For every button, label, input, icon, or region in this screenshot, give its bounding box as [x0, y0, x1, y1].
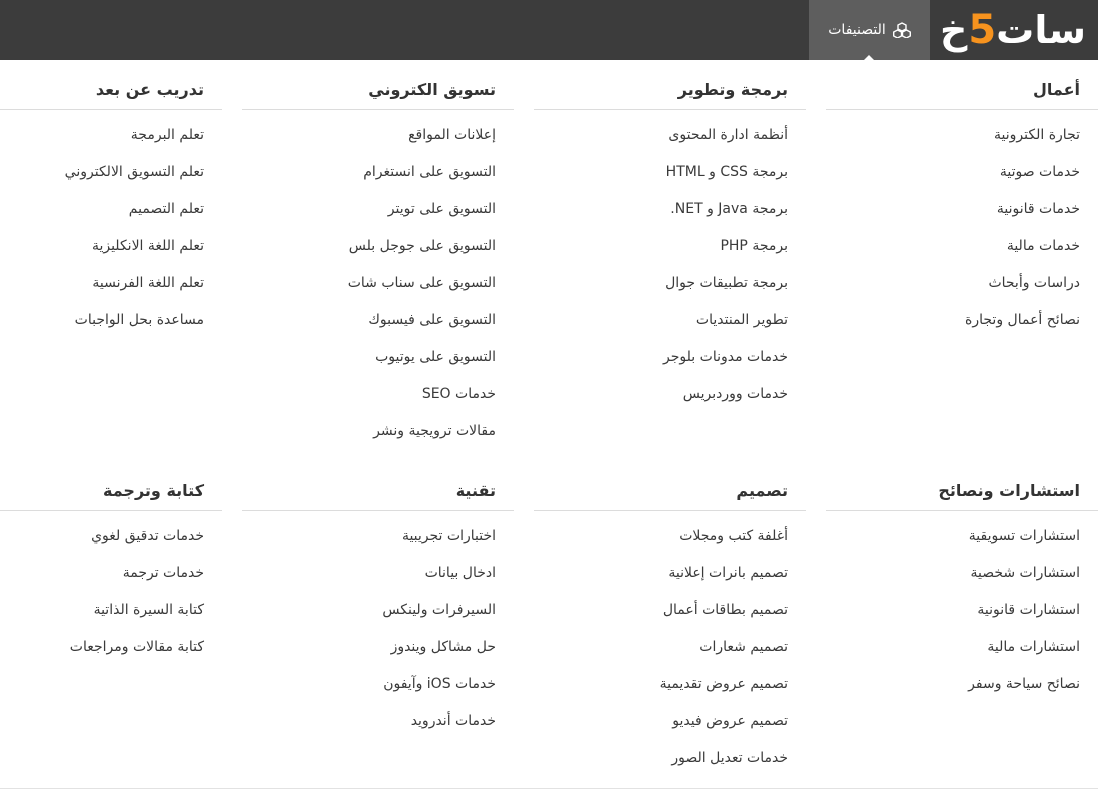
category-link-list	[0, 110, 222, 346]
section-consulting	[826, 461, 1098, 710]
categories-label: التصنيفات	[828, 22, 886, 38]
category-link[interactable]: أنظمة ادارة المحتوى	[668, 127, 788, 143]
category-link[interactable]: السيرفرات ولينكس	[382, 602, 496, 618]
logo-suffix: سات	[996, 8, 1086, 52]
section-title: كتابة وترجمة	[0, 461, 222, 511]
section-title: تسويق الكتروني	[242, 60, 514, 110]
category-link[interactable]: تطوير المنتديات	[695, 312, 788, 328]
categories-menu-button[interactable]	[809, 0, 930, 60]
category-link[interactable]: ادخال بيانات	[424, 565, 496, 581]
category-link[interactable]: إعلانات المواقع	[408, 127, 496, 143]
category-link[interactable]: برمجة Java و NET.	[670, 201, 788, 217]
khamsat-logo[interactable]	[940, 8, 1086, 52]
section-remote-training	[0, 60, 222, 346]
cubes-icon	[893, 22, 911, 38]
section-writing-translation	[0, 461, 222, 673]
category-link[interactable]: خدمات تعديل الصور	[671, 750, 788, 766]
category-link[interactable]: تعلم اللغة الفرنسية	[92, 275, 204, 291]
category-link[interactable]: نصائح أعمال وتجارة	[965, 312, 1080, 328]
section-title: تقنية	[242, 461, 514, 511]
category-link-list	[826, 110, 1098, 346]
category-link[interactable]: استشارات تسويقية	[968, 528, 1080, 544]
category-link[interactable]: خدمات iOS وآيفون	[383, 676, 496, 692]
category-link[interactable]: التسويق على انستغرام	[363, 164, 496, 180]
category-link[interactable]: برمجة PHP	[720, 238, 788, 254]
category-link[interactable]: برمجة تطبيقات جوال	[665, 275, 788, 291]
category-link-list	[826, 511, 1098, 710]
category-link[interactable]: خدمات صوتية	[999, 164, 1080, 180]
logo-five: 5	[968, 7, 996, 53]
category-link[interactable]: التسويق على سناب شات	[347, 275, 496, 291]
category-link[interactable]: حل مشاكل ويندوز	[390, 639, 496, 655]
category-link[interactable]: خدمات مالية	[1006, 238, 1080, 254]
category-link-list	[0, 511, 222, 673]
top-navigation-bar	[0, 0, 1098, 60]
section-marketing	[242, 60, 514, 457]
section-programming	[534, 60, 806, 420]
category-link[interactable]: مقالات ترويجية ونشر	[373, 423, 496, 439]
category-link[interactable]: خدمات ووردبريس	[682, 386, 788, 402]
category-link[interactable]: تصميم عروض تقديمية	[659, 676, 788, 692]
section-business	[826, 60, 1098, 346]
category-link[interactable]: تعلم البرمجة	[130, 127, 204, 143]
section-title: أعمال	[826, 60, 1098, 110]
section-title: تصميم	[534, 461, 806, 511]
category-link[interactable]: التسويق على جوجل بلس	[348, 238, 496, 254]
logo-prefix: خ	[939, 8, 968, 52]
category-link[interactable]: مساعدة بحل الواجبات	[74, 312, 204, 328]
category-link[interactable]: نصائح سياحة وسفر	[968, 676, 1080, 692]
category-link[interactable]: برمجة CSS و HTML	[665, 164, 788, 180]
category-link[interactable]: تصميم بطاقات أعمال	[662, 602, 788, 618]
category-link[interactable]: خدمات تدقيق لغوي	[91, 528, 204, 544]
category-link-list	[534, 511, 806, 784]
category-link[interactable]: تعلم التسويق الالكتروني	[64, 164, 204, 180]
category-link-list	[534, 110, 806, 420]
category-link-list	[242, 511, 514, 747]
section-design	[534, 461, 806, 784]
section-title: تدريب عن بعد	[0, 60, 222, 110]
category-link[interactable]: خدمات مدونات بلوجر	[663, 349, 788, 365]
category-link[interactable]: التسويق على يوتيوب	[375, 349, 496, 365]
category-link[interactable]: دراسات وأبحاث	[988, 275, 1080, 291]
category-link-list	[242, 110, 514, 457]
category-link[interactable]: خدمات ترجمة	[122, 565, 204, 581]
category-link[interactable]: تجارة الكترونية	[994, 127, 1080, 143]
category-link[interactable]: كتابة السيرة الذاتية	[93, 602, 204, 618]
category-link[interactable]: تصميم بانرات إعلانية	[668, 565, 788, 581]
section-title: استشارات ونصائح	[826, 461, 1098, 511]
category-link[interactable]: التسويق على تويتر	[387, 201, 496, 217]
category-link[interactable]: تصميم عروض فيديو	[672, 713, 788, 729]
category-link[interactable]: خدمات SEO	[421, 386, 496, 402]
category-link[interactable]: استشارات مالية	[987, 639, 1080, 655]
category-link[interactable]: تعلم التصميم	[128, 201, 204, 217]
category-link[interactable]: تصميم شعارات	[699, 639, 788, 655]
category-link[interactable]: استشارات قانونية	[977, 602, 1080, 618]
categories-mega-menu	[0, 60, 1098, 789]
section-technology	[242, 461, 514, 747]
category-link[interactable]: خدمات أندرويد	[410, 713, 496, 729]
category-link[interactable]: أغلفة كتب ومجلات	[679, 528, 788, 544]
category-link[interactable]: اختبارات تجريبية	[401, 528, 496, 544]
category-link[interactable]: كتابة مقالات ومراجعات	[69, 639, 204, 655]
category-link[interactable]: تعلم اللغة الانكليزية	[91, 238, 204, 254]
category-link[interactable]: التسويق على فيسبوك	[368, 312, 496, 328]
category-link[interactable]: استشارات شخصية	[970, 565, 1080, 581]
category-link[interactable]: خدمات قانونية	[996, 201, 1080, 217]
section-title: برمجة وتطوير	[534, 60, 806, 110]
